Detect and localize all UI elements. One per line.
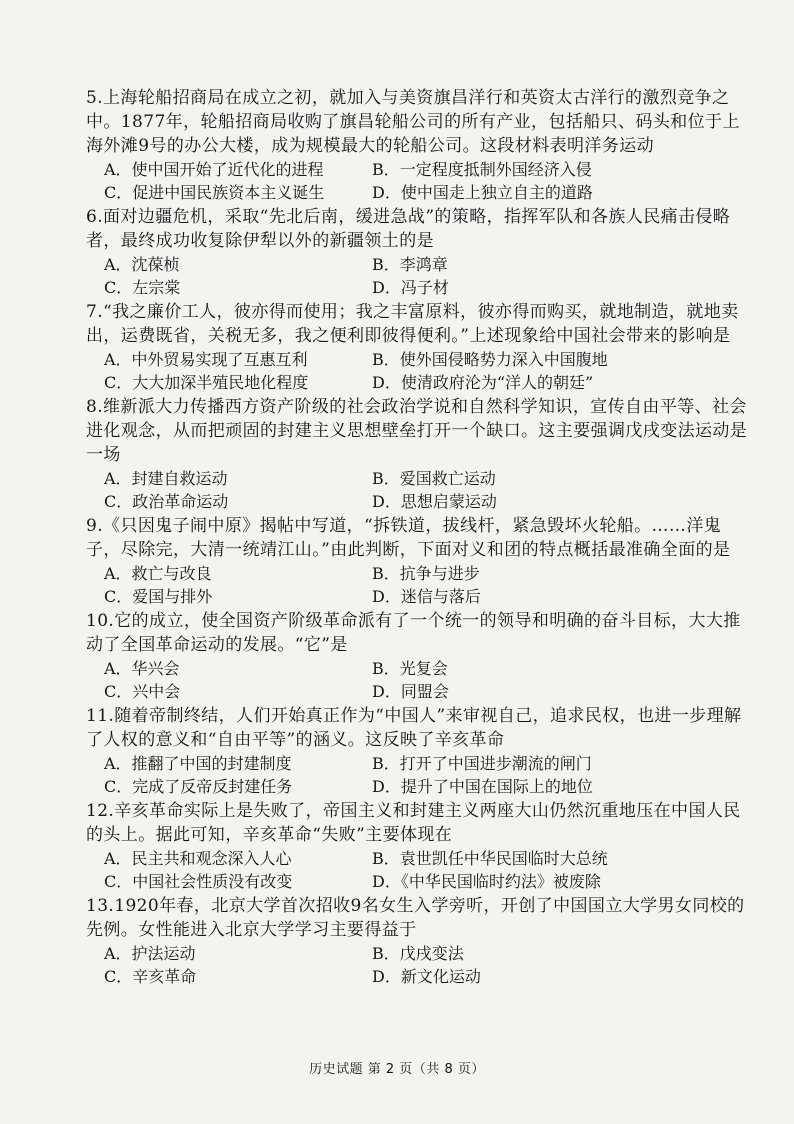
question-stem [86, 704, 754, 752]
option-d: D．思想启蒙运动 [372, 492, 497, 511]
option-c: C．兴中会 [104, 682, 181, 701]
option-b: B．抗争与进步 [372, 564, 480, 583]
question-number: 11. [86, 706, 115, 726]
options-grid [86, 657, 754, 703]
options-grid [86, 752, 754, 798]
question-text: 《只因鬼子闹中原》揭帖中写道，“拆铁道，拔线杆，紧急毁坏火轮船。……洋鬼子，尽除完，大清一统靖江山。”由此判断，下面对义和团的特点概括最准确全面的是 [86, 516, 731, 560]
option-a: A．民主共和观念深入人心 [104, 849, 292, 868]
option-c: C．爱国与排外 [104, 587, 213, 606]
option-a: A．封建自救运动 [104, 469, 228, 488]
question-text: 面对边疆危机，采取“先北后南，缓进急战”的策略，指挥军队和各族人民痛击侵略者，最终成功收复除伊犁以外的新疆领土的是 [86, 207, 731, 251]
question-text: 它的成立，使全国资产阶级革命派有了一个统一的领导和明确的奋斗目标，大大推动了全国革命运动的发展。“它”是 [86, 611, 741, 655]
option-c: C．辛亥革命 [104, 967, 197, 986]
question-8 [86, 395, 754, 513]
option-b: B．袁世凯任中华民国临时大总统 [372, 849, 608, 868]
option-d: D．冯子材 [372, 278, 449, 297]
option-a: A．沈葆桢 [104, 255, 180, 274]
question-number: 9. [86, 516, 104, 536]
option-b: B．使外国侵略势力深入中国腹地 [372, 350, 608, 369]
options-grid [86, 467, 754, 513]
page-footer: 历史试题 第 2 页（共 8 页） [309, 1062, 485, 1077]
question-stem [86, 609, 754, 657]
option-c: C．政治革命运动 [104, 492, 229, 511]
question-number: 10. [86, 611, 115, 631]
question-number: 13. [86, 896, 115, 916]
question-10 [86, 609, 754, 703]
question-stem [86, 395, 754, 467]
question-9 [86, 514, 754, 608]
question-text: 上海轮船招商局在成立之初，就加入与美资旗昌洋行和英资太古洋行的激烈竞争之中。1877年，轮船招商局收购了旗昌轮船公司的所有产业，包括船只、码头和位于上海外滩9号的办公大楼，成为规模最大的轮船公司。这段材料表明洋务运动 [86, 88, 740, 156]
option-c: C．左宗棠 [104, 278, 181, 297]
question-list [86, 86, 754, 988]
options-grid [86, 253, 754, 299]
question-text: 辛亥革命实际上是失败了，帝国主义和封建主义两座大山仍然沉重地压在中国人民的头上。据此可知，辛亥革命“失败”主要体现在 [86, 801, 741, 845]
option-c: C．大大加深半殖民地化程度 [104, 373, 309, 392]
question-number: 5. [86, 88, 104, 108]
question-text: 1920年春，北京大学首次招收9名女生入学旁听，开创了中国国立大学男女同校的先例。女性能进入北京大学学习主要得益于 [86, 896, 745, 940]
question-stem [86, 894, 754, 942]
option-d: D．同盟会 [372, 682, 449, 701]
options-grid [86, 847, 754, 893]
option-a: A．推翻了中国的封建制度 [104, 754, 292, 773]
question-number: 7. [86, 302, 104, 322]
option-d: D．《中华民国临时约法》被废除 [372, 872, 601, 891]
question-7 [86, 300, 754, 394]
option-d: D．使清政府沦为“洋人的朝廷” [372, 373, 594, 392]
question-number: 8. [86, 397, 104, 417]
question-stem [86, 300, 754, 348]
option-c: C．完成了反帝反封建任务 [104, 777, 293, 796]
question-12 [86, 799, 754, 893]
option-b: B．爱国救亡运动 [372, 469, 496, 488]
option-a: A．华兴会 [104, 659, 180, 678]
option-c: C．中国社会性质没有改变 [104, 872, 293, 891]
option-a: A．护法运动 [104, 944, 196, 963]
option-d: D．新文化运动 [372, 967, 481, 986]
option-a: A．使中国开始了近代化的进程 [104, 160, 324, 179]
question-stem [86, 205, 754, 253]
question-number: 6. [86, 207, 104, 227]
option-b: B．李鸿章 [372, 255, 448, 274]
question-text: “我之廉价工人，彼亦得而使用；我之丰富原料，彼亦得而购买，就地制造，就地卖出，运费既省，关税无多，我之便利即彼得便利。”上述现象给中国社会带来的影响是 [86, 302, 739, 346]
question-6 [86, 205, 754, 299]
option-b: B．光复会 [372, 659, 448, 678]
options-grid [86, 348, 754, 394]
option-a: A．救亡与改良 [104, 564, 212, 583]
option-d: D．迷信与落后 [372, 587, 481, 606]
option-b: B．打开了中国进步潮流的闸门 [372, 754, 592, 773]
option-b: B．一定程度抵制外国经济入侵 [372, 160, 592, 179]
question-5 [86, 86, 754, 204]
options-grid [86, 562, 754, 608]
option-d: D．提升了中国在国际上的地位 [372, 777, 593, 796]
question-number: 12. [86, 801, 115, 821]
question-stem [86, 799, 754, 847]
question-11 [86, 704, 754, 798]
option-c: C．促进中国民族资本主义诞生 [104, 183, 325, 202]
question-text: 随着帝制终结，人们开始真正作为“中国人”来审视自己，追求民权，也进一步理解了人权的意义和“自由平等”的涵义。这反映了辛亥革命 [86, 706, 742, 750]
question-stem [86, 514, 754, 562]
options-grid [86, 942, 754, 988]
option-b: B．戊戌变法 [372, 944, 464, 963]
question-text: 维新派大力传播西方资产阶级的社会政治学说和自然科学知识，宣传自由平等、社会进化观念，从而把顽固的封建主义思想壁垒打开一个缺口。这主要强调戊戌变法运动是一场 [86, 397, 748, 465]
option-a: A．中外贸易实现了互惠互利 [104, 350, 308, 369]
option-d: D．使中国走上独立自主的道路 [372, 183, 593, 202]
options-grid [86, 158, 754, 204]
question-13 [86, 894, 754, 988]
question-stem [86, 86, 754, 158]
